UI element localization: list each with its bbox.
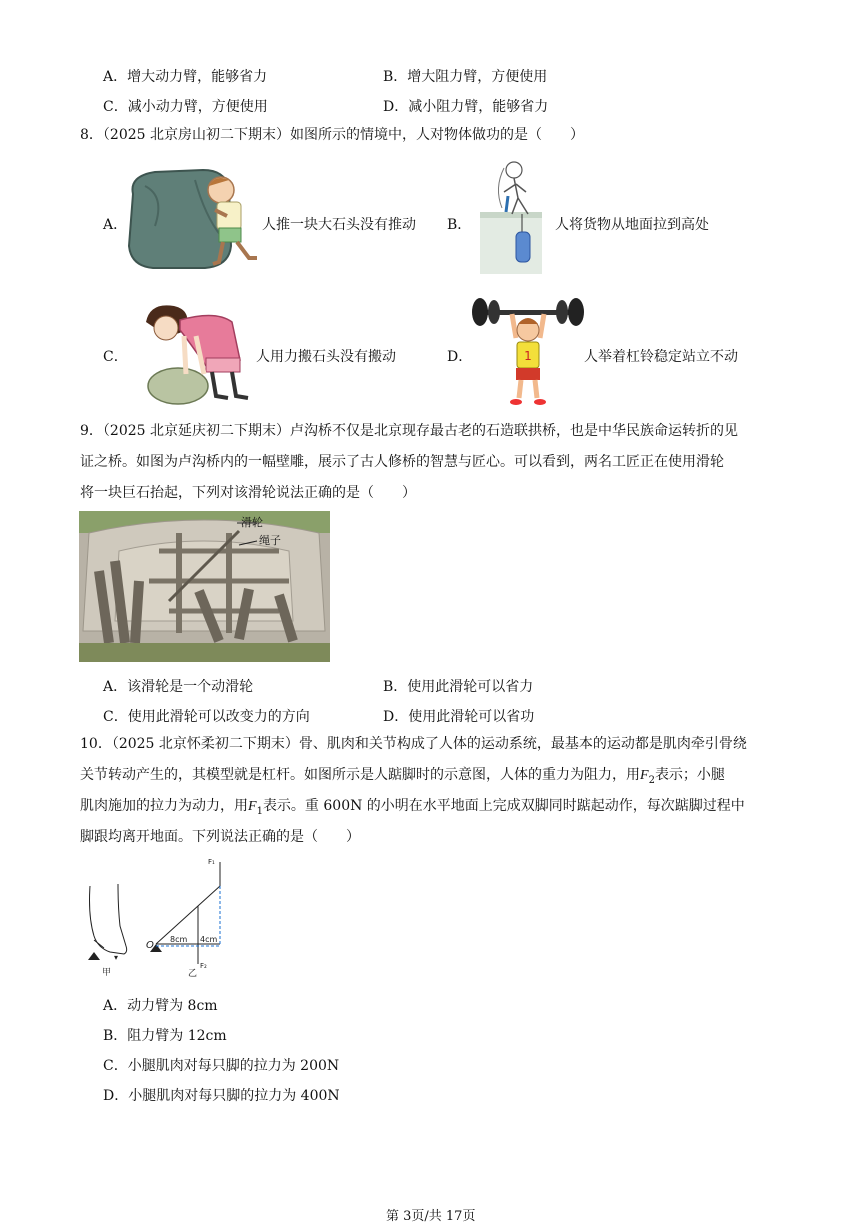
q10-option-c: C．小腿肌肉对每只脚的拉力为 200N xyxy=(103,1058,340,1074)
q7-option-c: C．减小动力臂，方便使用 xyxy=(103,99,268,115)
q10-option-b: B．阻力臂为 12cm xyxy=(103,1028,227,1044)
q9-option-c: C．使用此滑轮可以改变力的方向 xyxy=(103,709,310,725)
q8-option-d-caption: 人举着杠铃稳定站立不动 xyxy=(584,349,738,365)
q10-stem-line3: 肌肉施加的拉力为动力，用$F_1$表示。重 600N 的小明在水平地面上完成双脚同时踮起动作，每次踮脚过程中 xyxy=(80,798,745,817)
lift-stone-image xyxy=(136,300,254,406)
q8-stem: 8．（2025 北京房山初二下期末）如图所示的情境中，人对物体做功的是（ ） xyxy=(80,127,584,143)
lift-goods-image xyxy=(474,158,552,278)
pulley-label: 滑轮 xyxy=(241,516,263,529)
q9-option-a: A．该滑轮是一个动滑轮 xyxy=(103,679,254,695)
q8-option-b-letter: B． xyxy=(447,217,472,233)
q8-option-b-caption: 人将货物从地面拉到高处 xyxy=(555,217,709,233)
barbell-image xyxy=(472,294,584,408)
d1-label: 8cm xyxy=(170,935,188,944)
q9-option-b: B．使用此滑轮可以省力 xyxy=(383,679,534,695)
q10-stem-line2: 关节转动产生的，其模型就是杠杆。如图所示是人踮脚时的示意图，人体的重力为阻力，用$F_2$表示；小腿 xyxy=(80,767,725,786)
q10-stem-line1: 10．（2025 北京怀柔初二下期末）骨、肌肉和关节构成了人体的运动系统，最基本的运动都是肌肉牵引骨绕 xyxy=(80,736,747,752)
lever-diagram xyxy=(80,856,228,978)
d2-label: 4cm xyxy=(200,935,218,944)
q9-option-d: D．使用此滑轮可以省功 xyxy=(383,709,535,725)
q8-option-a-letter: A． xyxy=(103,217,128,233)
f1-label: F₁ xyxy=(208,858,215,866)
page-footer: 第 3页/共 17页 xyxy=(386,1209,476,1224)
o-label: O xyxy=(146,940,154,951)
q7-option-a: A．增大动力臂，能够省力 xyxy=(103,69,268,85)
q10-option-a: A．动力臂为 8cm xyxy=(103,998,218,1014)
q10-stem-line4: 脚跟均离开地面。下列说法正确的是（ ） xyxy=(80,829,360,845)
boulder-push-image xyxy=(125,166,260,276)
rope-label: 绳子 xyxy=(259,534,281,547)
q7-option-b: B．增大阻力臂，方便使用 xyxy=(383,69,548,85)
q8-option-c-caption: 人用力搬石头没有搬动 xyxy=(256,349,396,365)
q9-stem-line1: 9．（2025 北京延庆初二下期末）卢沟桥不仅是北京现存最古老的石造联拱桥，也是中华民族命运转折的见 xyxy=(80,423,738,439)
f2-label: F₂ xyxy=(200,962,207,970)
jersey-number: 1 xyxy=(524,349,532,363)
q8-option-d-letter: D． xyxy=(447,349,473,365)
q7-option-d: D．减小阻力臂，能够省力 xyxy=(383,99,549,115)
jia-label: 甲 xyxy=(102,968,112,978)
q9-stem-line3: 将一块巨石抬起，下列对该滑轮说法正确的是（ ） xyxy=(80,485,416,501)
yi-label: 乙 xyxy=(188,969,198,978)
q9-stem-line2: 证之桥。如图为卢沟桥内的一幅壁雕，展示了古人修桥的智慧与匠心。可以看到，两名工匠正在使用滑轮 xyxy=(80,454,724,470)
q8-option-c-letter: C． xyxy=(103,349,128,365)
q10-option-d: D．小腿肌肉对每只脚的拉力为 400N xyxy=(103,1088,340,1104)
q8-option-a-caption: 人推一块大石头没有推动 xyxy=(262,217,416,233)
relief-carving-image xyxy=(79,511,330,662)
svg-text:▾: ▾ xyxy=(114,953,119,962)
